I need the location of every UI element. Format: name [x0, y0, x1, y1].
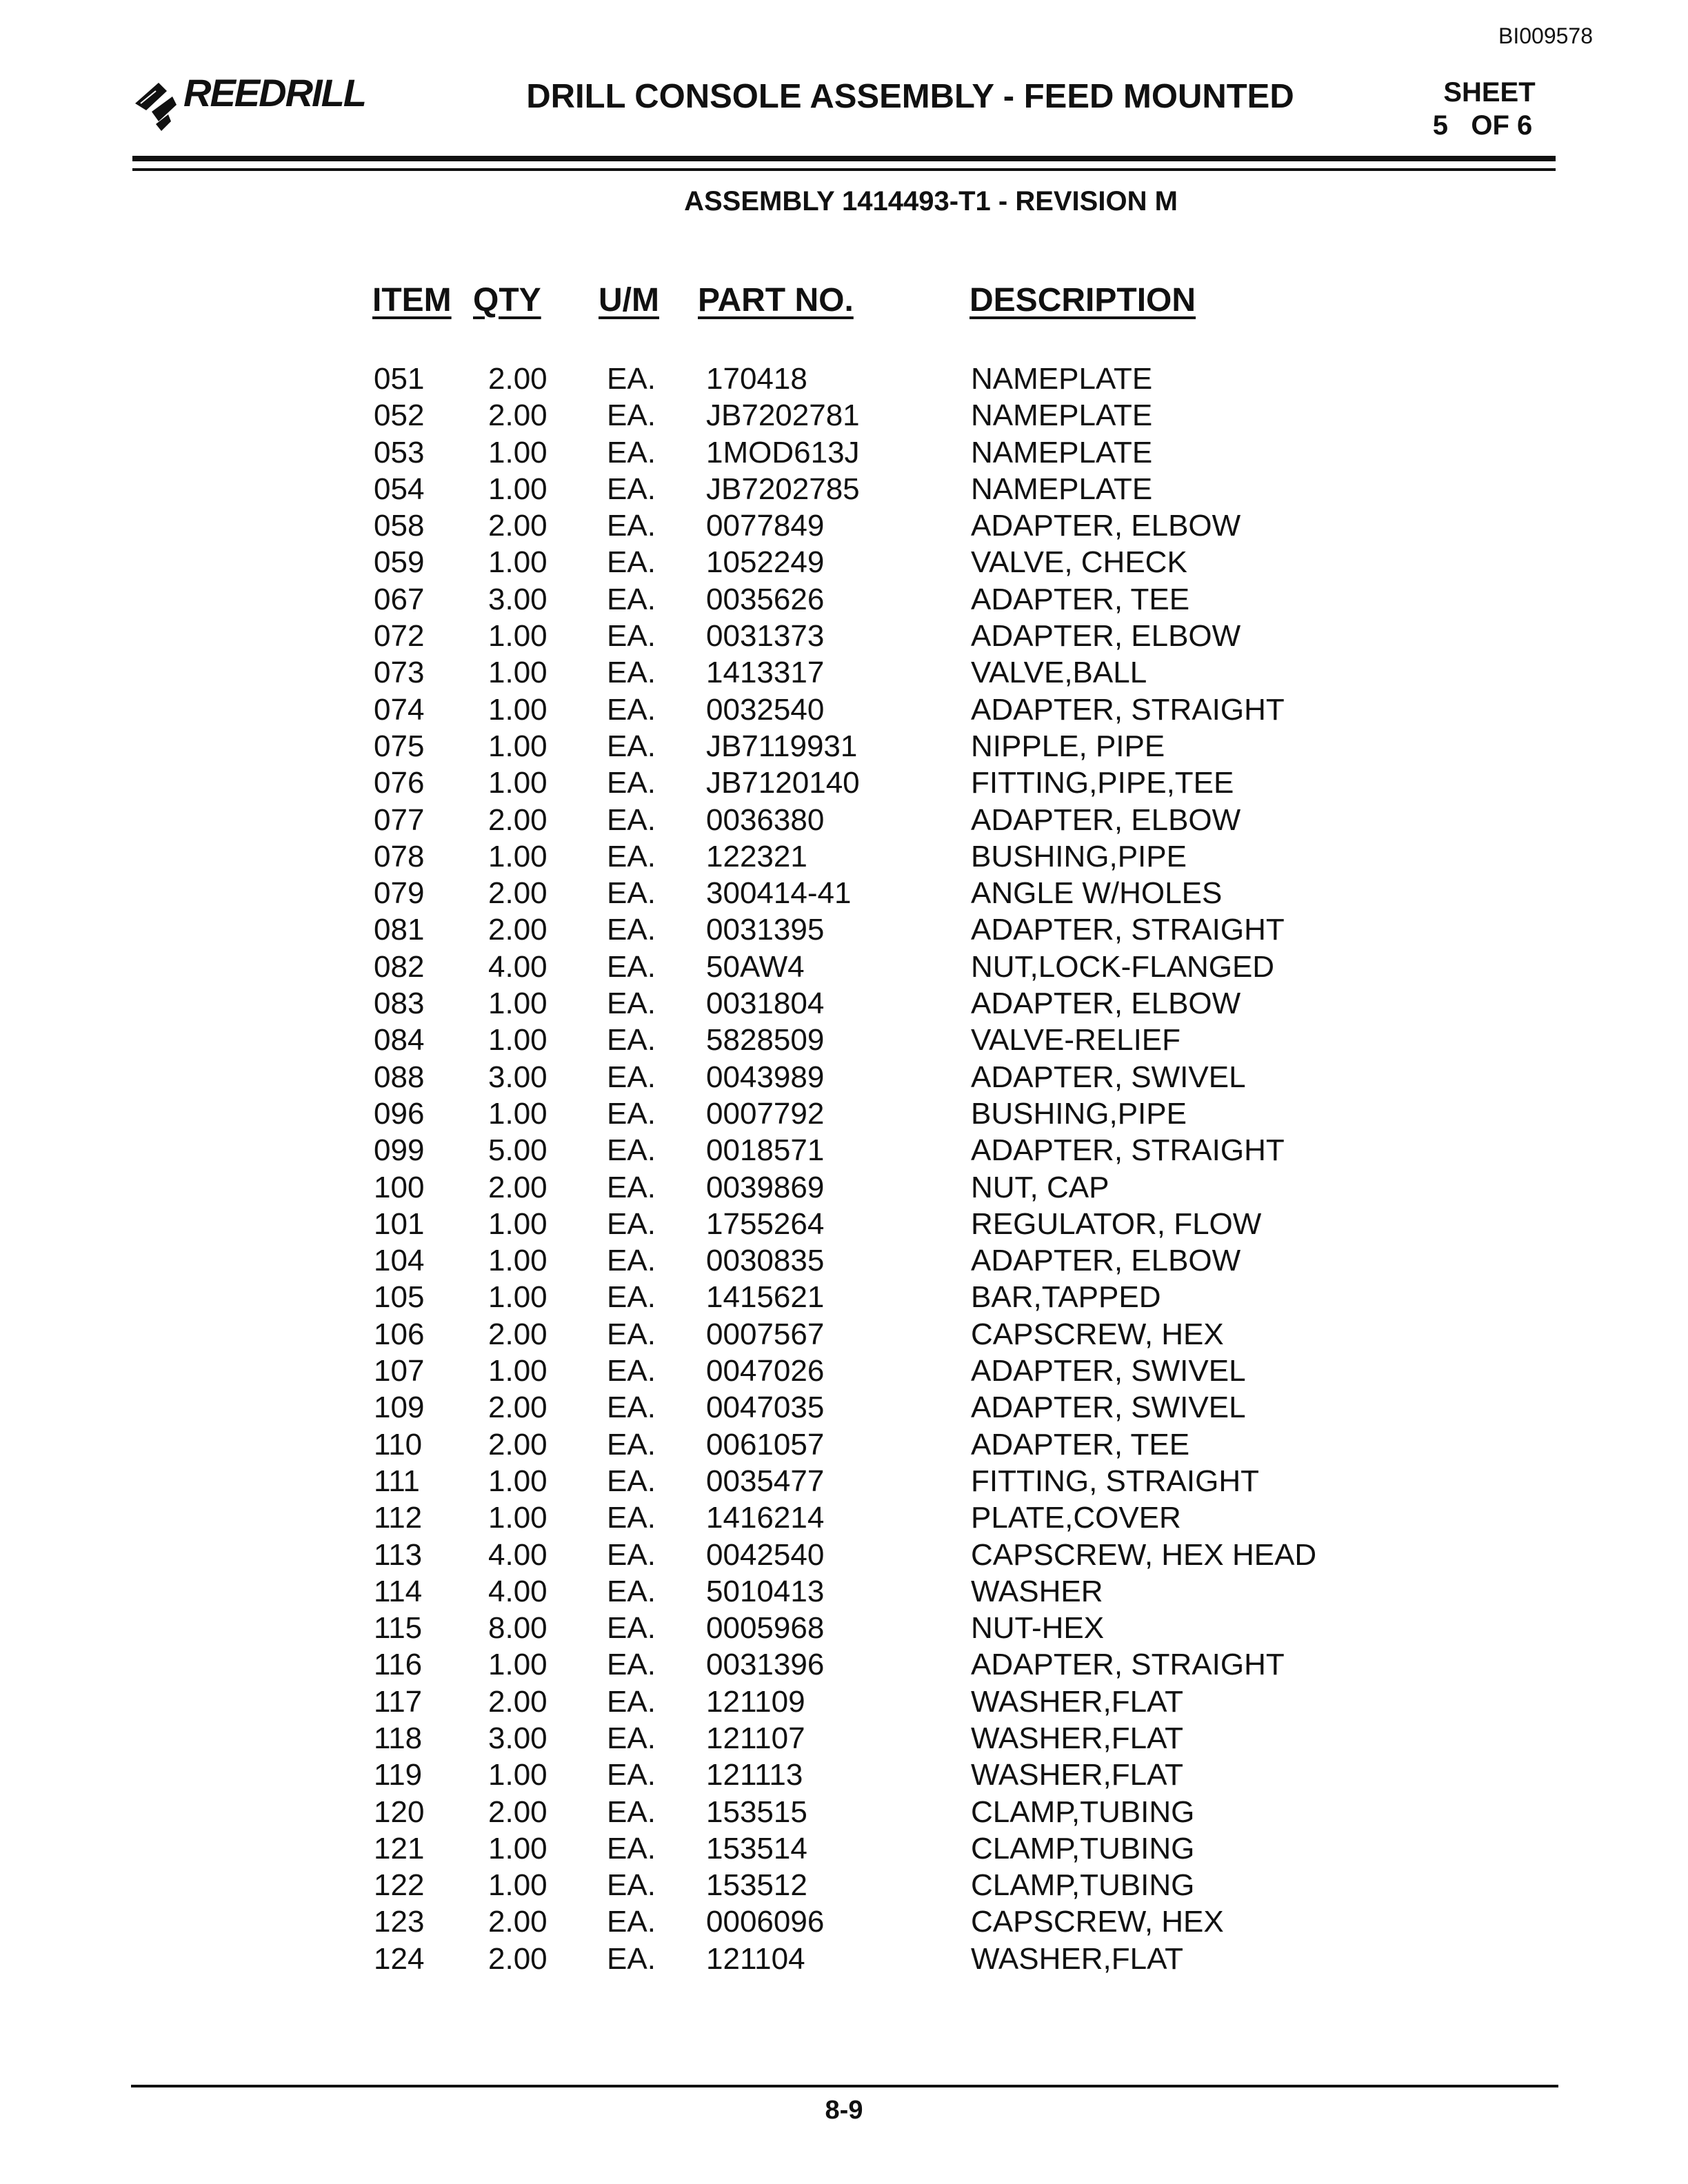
unit-of-measure: EA.: [607, 1060, 656, 1094]
unit-of-measure: EA.: [607, 1758, 656, 1792]
item-number: 084: [374, 1023, 425, 1058]
quantity: 1.00: [488, 1758, 547, 1792]
item-number: 107: [374, 1354, 425, 1388]
item-number: 054: [374, 472, 425, 506]
table-row: [0, 434, 1688, 471]
unit-of-measure: EA.: [607, 987, 656, 1021]
description: ADAPTER, TEE: [971, 582, 1190, 616]
item-number: 100: [374, 1170, 425, 1204]
unit-of-measure: EA.: [607, 766, 656, 800]
document-id: BI009578: [1498, 23, 1593, 48]
company-logo: [131, 69, 365, 138]
item-number: 053: [374, 435, 425, 469]
unit-of-measure: EA.: [607, 1648, 656, 1682]
table-row: [0, 1095, 1688, 1132]
quantity: 1.00: [488, 472, 547, 506]
description: NAMEPLATE: [971, 362, 1153, 396]
description: ADAPTER, SWIVEL: [971, 1060, 1246, 1094]
part-number: 1415621: [706, 1280, 825, 1315]
unit-of-measure: EA.: [607, 1244, 656, 1278]
part-number: 1413317: [706, 656, 825, 690]
column-header-item: ITEM: [372, 282, 452, 318]
description: ADAPTER, ELBOW: [971, 509, 1241, 543]
description: BUSHING,PIPE: [971, 1096, 1187, 1131]
table-row: [0, 1353, 1688, 1389]
description: REGULATOR, FLOW: [971, 1206, 1262, 1241]
item-number: 058: [374, 509, 425, 543]
table-row: [0, 1499, 1688, 1536]
part-number: 153515: [706, 1794, 807, 1829]
quantity: 2.00: [488, 1317, 547, 1351]
part-number: 0031804: [706, 987, 825, 1021]
quantity: 2.00: [488, 509, 547, 543]
description: CAPSCREW, HEX HEAD: [971, 1537, 1317, 1572]
quantity: 2.00: [488, 876, 547, 911]
item-number: 122: [374, 1868, 425, 1903]
sheet-label: SHEET: [1443, 77, 1536, 108]
item-number: 105: [374, 1280, 425, 1315]
part-number: 5828509: [706, 1023, 825, 1058]
item-number: 117: [374, 1684, 423, 1719]
quantity: 1.00: [488, 1023, 547, 1058]
description: CAPSCREW, HEX: [971, 1317, 1224, 1351]
part-number: 122321: [706, 839, 807, 873]
description: ADAPTER, SWIVEL: [971, 1391, 1246, 1425]
unit-of-measure: EA.: [607, 729, 656, 763]
table-row: [0, 1867, 1688, 1903]
item-number: 123: [374, 1905, 425, 1939]
quantity: 2.00: [488, 802, 547, 837]
table-row: [0, 1537, 1688, 1573]
part-number: 0030835: [706, 1244, 825, 1278]
quantity: 2.00: [488, 1170, 547, 1204]
part-number: 0005968: [706, 1611, 825, 1646]
item-number: 115: [374, 1611, 423, 1646]
description: ADAPTER, TEE: [971, 1427, 1190, 1462]
quantity: 1.00: [488, 1244, 547, 1278]
unit-of-measure: EA.: [607, 1868, 656, 1903]
part-number: JB7202781: [706, 398, 860, 433]
item-number: 114: [374, 1574, 423, 1608]
description: ADAPTER, STRAIGHT: [971, 692, 1285, 727]
item-number: 078: [374, 839, 425, 873]
part-number: 0047026: [706, 1354, 825, 1388]
unit-of-measure: EA.: [607, 1354, 656, 1388]
quantity: 1.00: [488, 766, 547, 800]
column-header-part-no: PART NO.: [698, 282, 854, 318]
table-row: [0, 1941, 1688, 1977]
quantity: 2.00: [488, 1905, 547, 1939]
part-number: 0006096: [706, 1905, 825, 1939]
item-number: 072: [374, 619, 425, 654]
table-row: [0, 1794, 1688, 1830]
part-number: 121107: [706, 1721, 805, 1755]
part-number: 0043989: [706, 1060, 825, 1094]
part-number: JB7119931: [706, 729, 858, 763]
item-number: 118: [374, 1721, 423, 1755]
quantity: 1.00: [488, 619, 547, 654]
quantity: 3.00: [488, 1721, 547, 1755]
item-number: 121: [374, 1831, 425, 1866]
quantity: 1.00: [488, 1464, 547, 1498]
table-row: [0, 654, 1688, 691]
unit-of-measure: EA.: [607, 1941, 656, 1976]
table-row: [0, 1757, 1688, 1793]
part-number: 121113: [706, 1758, 803, 1792]
quantity: 4.00: [488, 949, 547, 984]
header-rule-thin: [132, 168, 1556, 171]
unit-of-measure: EA.: [607, 1501, 656, 1535]
table-row: [0, 1573, 1688, 1610]
description: NUT, CAP: [971, 1170, 1109, 1204]
quantity: 2.00: [488, 398, 547, 433]
quantity: 2.00: [488, 1794, 547, 1829]
unit-of-measure: EA.: [607, 1317, 656, 1351]
item-number: 106: [374, 1317, 425, 1351]
part-number: 0061057: [706, 1427, 825, 1462]
item-number: 076: [374, 766, 425, 800]
unit-of-measure: EA.: [607, 582, 656, 616]
description: WASHER,FLAT: [971, 1758, 1184, 1792]
unit-of-measure: EA.: [607, 1427, 656, 1462]
quantity: 2.00: [488, 1427, 547, 1462]
description: VALVE,BALL: [971, 656, 1147, 690]
table-row: [0, 728, 1688, 765]
unit-of-measure: EA.: [607, 1023, 656, 1058]
part-number: 0031373: [706, 619, 825, 654]
description: WASHER,FLAT: [971, 1721, 1184, 1755]
table-row: [0, 838, 1688, 875]
unit-of-measure: EA.: [607, 1206, 656, 1241]
description: CLAMP,TUBING: [971, 1868, 1195, 1903]
unit-of-measure: EA.: [607, 839, 656, 873]
quantity: 3.00: [488, 582, 547, 616]
description: ADAPTER, STRAIGHT: [971, 1133, 1285, 1168]
logo-text: REEDRILL: [183, 71, 365, 114]
quantity: 1.00: [488, 1206, 547, 1241]
part-number: 300414-41: [706, 876, 852, 911]
unit-of-measure: EA.: [607, 1905, 656, 1939]
table-row: [0, 361, 1688, 397]
table-row: [0, 1830, 1688, 1867]
unit-of-measure: EA.: [607, 656, 656, 690]
unit-of-measure: EA.: [607, 398, 656, 433]
table-row: [0, 581, 1688, 618]
item-number: 074: [374, 692, 425, 727]
table-row: [0, 1316, 1688, 1353]
unit-of-measure: EA.: [607, 1537, 656, 1572]
quantity: 1.00: [488, 729, 547, 763]
item-number: 113: [374, 1537, 423, 1572]
item-number: 099: [374, 1133, 425, 1168]
item-number: 111: [374, 1464, 420, 1498]
part-number: 153514: [706, 1831, 807, 1866]
part-number: 1416214: [706, 1501, 825, 1535]
item-number: 104: [374, 1244, 425, 1278]
quantity: 1.00: [488, 1501, 547, 1535]
description: BAR,TAPPED: [971, 1280, 1161, 1315]
quantity: 4.00: [488, 1537, 547, 1572]
description: ANGLE W/HOLES: [971, 876, 1223, 911]
unit-of-measure: EA.: [607, 1133, 656, 1168]
description: FITTING,PIPE,TEE: [971, 766, 1234, 800]
table-row: [0, 1279, 1688, 1315]
description: VALVE-RELIEF: [971, 1023, 1181, 1058]
quantity: 1.00: [488, 1831, 547, 1866]
description: NAMEPLATE: [971, 398, 1153, 433]
part-number: 0035626: [706, 582, 825, 616]
table-row: [0, 691, 1688, 728]
unit-of-measure: EA.: [607, 1464, 656, 1498]
item-number: 112: [374, 1501, 423, 1535]
table-row: [0, 1720, 1688, 1757]
item-number: 067: [374, 582, 425, 616]
table-row: [0, 1426, 1688, 1463]
table-row: [0, 1463, 1688, 1499]
quantity: 1.00: [488, 839, 547, 873]
table-row: [0, 1022, 1688, 1058]
unit-of-measure: EA.: [607, 876, 656, 911]
part-number: 0007792: [706, 1096, 825, 1131]
description: VALVE, CHECK: [971, 545, 1187, 580]
description: ADAPTER, ELBOW: [971, 1244, 1241, 1278]
item-number: 082: [374, 949, 425, 984]
item-number: 051: [374, 362, 425, 396]
table-row: [0, 1059, 1688, 1095]
table-row: [0, 985, 1688, 1022]
part-number: 0077849: [706, 509, 825, 543]
header-rule-thick: [132, 156, 1556, 161]
description: NUT,LOCK-FLANGED: [971, 949, 1275, 984]
description: NUT-HEX: [971, 1611, 1105, 1646]
part-number: 0047035: [706, 1391, 825, 1425]
part-number: 0032540: [706, 692, 825, 727]
description: ADAPTER, STRAIGHT: [971, 913, 1285, 947]
unit-of-measure: EA.: [607, 913, 656, 947]
unit-of-measure: EA.: [607, 1391, 656, 1425]
sheet-number: 5 OF 6: [1432, 110, 1533, 141]
item-number: 079: [374, 876, 425, 911]
quantity: 1.00: [488, 692, 547, 727]
item-number: 075: [374, 729, 425, 763]
part-number: 0018571: [706, 1133, 825, 1168]
description: CLAMP,TUBING: [971, 1794, 1195, 1829]
quantity: 1.00: [488, 1280, 547, 1315]
item-number: 120: [374, 1794, 425, 1829]
quantity: 3.00: [488, 1060, 547, 1094]
unit-of-measure: EA.: [607, 362, 656, 396]
item-number: 052: [374, 398, 425, 433]
part-number: 0042540: [706, 1537, 825, 1572]
description: BUSHING,PIPE: [971, 839, 1187, 873]
unit-of-measure: EA.: [607, 949, 656, 984]
part-number: 170418: [706, 362, 807, 396]
description: NAMEPLATE: [971, 472, 1153, 506]
unit-of-measure: EA.: [607, 1721, 656, 1755]
item-number: 110: [374, 1427, 423, 1462]
page-title: DRILL CONSOLE ASSEMBLY - FEED MOUNTED: [526, 78, 1294, 115]
description: WASHER,FLAT: [971, 1941, 1184, 1976]
quantity: 5.00: [488, 1133, 547, 1168]
table-row: [0, 1389, 1688, 1426]
description: WASHER,FLAT: [971, 1684, 1184, 1719]
item-number: 096: [374, 1096, 425, 1131]
quantity: 1.00: [488, 1096, 547, 1131]
part-number: 153512: [706, 1868, 807, 1903]
unit-of-measure: EA.: [607, 472, 656, 506]
table-row: [0, 1242, 1688, 1279]
description: FITTING, STRAIGHT: [971, 1464, 1259, 1498]
item-number: 073: [374, 656, 425, 690]
table-row: [0, 949, 1688, 985]
item-number: 077: [374, 802, 425, 837]
unit-of-measure: EA.: [607, 1280, 656, 1315]
quantity: 1.00: [488, 656, 547, 690]
column-header-description: DESCRIPTION: [969, 282, 1196, 318]
table-row: [0, 911, 1688, 948]
description: NAMEPLATE: [971, 435, 1153, 469]
part-number: 0035477: [706, 1464, 825, 1498]
table-row: [0, 1903, 1688, 1940]
footer-rule: [131, 2085, 1558, 2087]
description: ADAPTER, ELBOW: [971, 987, 1241, 1021]
part-number: 1052249: [706, 545, 825, 580]
item-number: 124: [374, 1941, 425, 1976]
quantity: 1.00: [488, 1648, 547, 1682]
unit-of-measure: EA.: [607, 1611, 656, 1646]
quantity: 2.00: [488, 913, 547, 947]
column-header-qty: QTY: [473, 282, 541, 318]
table-row: [0, 875, 1688, 911]
parts-list: [0, 361, 1688, 1977]
description: PLATE,COVER: [971, 1501, 1181, 1535]
part-number: 0031396: [706, 1648, 825, 1682]
quantity: 1.00: [488, 1868, 547, 1903]
description: NIPPLE, PIPE: [971, 729, 1165, 763]
table-row: [0, 507, 1688, 544]
item-number: 119: [374, 1758, 423, 1792]
table-row: [0, 1206, 1688, 1242]
part-number: 0039869: [706, 1170, 825, 1204]
unit-of-measure: EA.: [607, 545, 656, 580]
quantity: 2.00: [488, 1941, 547, 1976]
unit-of-measure: EA.: [607, 692, 656, 727]
unit-of-measure: EA.: [607, 1170, 656, 1204]
item-number: 081: [374, 913, 425, 947]
unit-of-measure: EA.: [607, 1096, 656, 1131]
table-row: [0, 802, 1688, 838]
description: ADAPTER, ELBOW: [971, 619, 1241, 654]
quantity: 2.00: [488, 1684, 547, 1719]
part-number: 0036380: [706, 802, 825, 837]
table-row: [0, 1169, 1688, 1206]
description: ADAPTER, STRAIGHT: [971, 1648, 1285, 1682]
part-number: JB7202785: [706, 472, 860, 506]
unit-of-measure: EA.: [607, 619, 656, 654]
quantity: 2.00: [488, 1391, 547, 1425]
assembly-revision: ASSEMBLY 1414493-T1 - REVISION M: [684, 186, 1178, 216]
item-number: 088: [374, 1060, 425, 1094]
part-number: 0031395: [706, 913, 825, 947]
item-number: 059: [374, 545, 425, 580]
part-number: 0007567: [706, 1317, 825, 1351]
item-number: 109: [374, 1391, 425, 1425]
unit-of-measure: EA.: [607, 1831, 656, 1866]
part-number: 1755264: [706, 1206, 825, 1241]
part-number: 121109: [706, 1684, 805, 1719]
unit-of-measure: EA.: [607, 1574, 656, 1608]
page-number: 8-9: [825, 2096, 863, 2125]
description: ADAPTER, SWIVEL: [971, 1354, 1246, 1388]
table-row: [0, 471, 1688, 507]
unit-of-measure: EA.: [607, 509, 656, 543]
description: CLAMP,TUBING: [971, 1831, 1195, 1866]
quantity: 4.00: [488, 1574, 547, 1608]
description: WASHER: [971, 1574, 1103, 1608]
part-number: 121104: [706, 1941, 805, 1976]
quantity: 1.00: [488, 545, 547, 580]
table-row: [0, 1684, 1688, 1720]
table-row: [0, 1646, 1688, 1683]
quantity: 8.00: [488, 1611, 547, 1646]
item-number: 116: [374, 1648, 423, 1682]
table-row: [0, 618, 1688, 654]
quantity: 2.00: [488, 362, 547, 396]
logo-drill-icon: [131, 76, 190, 134]
part-number: 5010413: [706, 1574, 825, 1608]
description: CAPSCREW, HEX: [971, 1905, 1224, 1939]
part-number: 50AW4: [706, 949, 805, 984]
unit-of-measure: EA.: [607, 1684, 656, 1719]
unit-of-measure: EA.: [607, 1794, 656, 1829]
part-number: 1MOD613J: [706, 435, 860, 469]
unit-of-measure: EA.: [607, 802, 656, 837]
table-row: [0, 765, 1688, 801]
item-number: 083: [374, 987, 425, 1021]
column-header-um: U/M: [599, 282, 659, 318]
table-row: [0, 397, 1688, 434]
quantity: 1.00: [488, 435, 547, 469]
description: ADAPTER, ELBOW: [971, 802, 1241, 837]
quantity: 1.00: [488, 1354, 547, 1388]
unit-of-measure: EA.: [607, 435, 656, 469]
item-number: 101: [374, 1206, 425, 1241]
table-row: [0, 1610, 1688, 1646]
part-number: JB7120140: [706, 766, 860, 800]
quantity: 1.00: [488, 987, 547, 1021]
table-row: [0, 1132, 1688, 1169]
table-row: [0, 544, 1688, 580]
